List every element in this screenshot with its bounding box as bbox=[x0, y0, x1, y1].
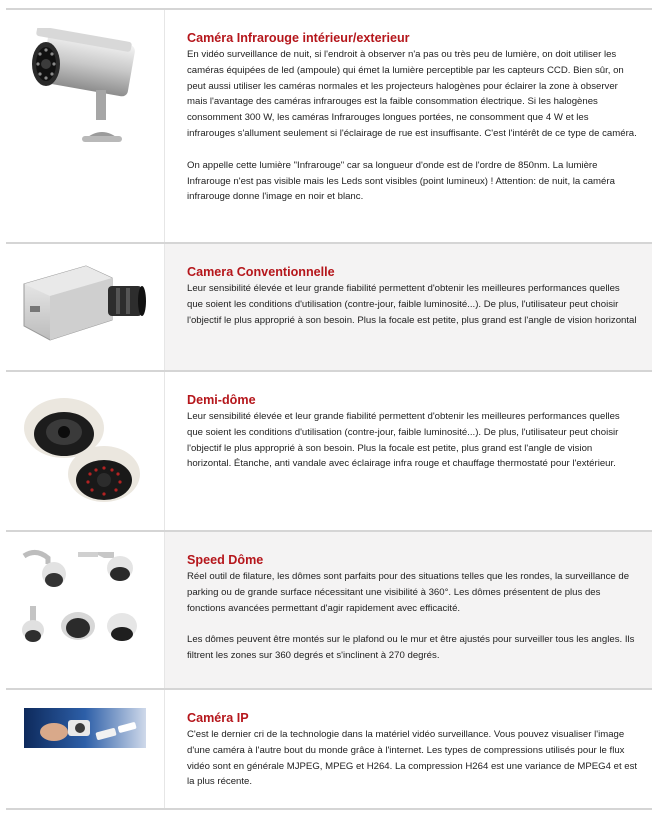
section-paragraph: En vidéo surveillance de nuit, si l'endroit à observer n'a pas ou très peu de lumière, on doit utiliser les caméras équipées de led (ampoule) qui émet la lumière perceptible par les capteurs CCD. Bien sûr, on peut aussi utiliser les caméras normales et les projecteurs halogènes pour éclairer la zone à observer mais l'avantage des caméras infrarouges est la faible consommation électrique. Si les halogènes consomment 300 W, les caméras Infrarouges longues portées, ne consomment que 4 W et les infrarouges s'allument seulement si l'éclairage de rue est insuffisante. C'est l'intérêt de ce type de caméra. bbox=[187, 49, 637, 139]
section-title: Demi-dôme bbox=[187, 393, 256, 407]
conventional-camera-image-cell bbox=[6, 244, 165, 370]
section-half-dome bbox=[6, 370, 652, 530]
section-title: Speed Dôme bbox=[187, 553, 264, 567]
section-title: Caméra Infrarouge intérieur/exterieur bbox=[187, 31, 410, 45]
section-body bbox=[187, 281, 638, 328]
section-paragraph: Les dômes peuvent être montés sur le plafond ou le mur et être ajustés pour surveiller tous les angles. Ils filtrent les zones sur 360 degrés et s'inclinent à 270 degrés. bbox=[187, 634, 635, 662]
box-camera-image bbox=[16, 254, 148, 346]
ip-camera-image bbox=[24, 708, 146, 748]
section-ip-camera bbox=[6, 688, 652, 810]
section-paragraph: C'est le dernier cri de la technologie dans la matériel vidéo surveillance. Vous pouvez visualiser l'image d'une caméra à l'autre bout du monde grâce à l'internet. Les types de compressions utilisés pour le flux vidéo sont en générale MJPEG, MPEG et H264. La compression H264 est une variance de MPEG4 et est la plus récente. bbox=[187, 729, 638, 788]
ip-camera-image-cell bbox=[6, 690, 165, 808]
section-paragraph: Réel outil de filature, les dômes sont parfaits pour des situations telles que les rondes, la surveillance de parking ou de grande surface nécessitant une visibilité à 360°. Les dômes présentent de plus des fonctions avancées permettant d'agir rapidement avec efficacité. bbox=[187, 571, 630, 614]
section-paragraph: Leur sensibilité élevée et leur grande fiabilité permettent d'obtenir les meilleures performances quelles que soient les conditions d'utilisation (contre-jour, faible luminosité...). De plus, l'utilisateur peut choisir l'objectif le plus approprié à son besoin. Plus la focale est petite, plus grand est l'angle de vision horizontal. Étanche, anti vandale avec éclairage infra rouge et chauffage thermostaté pour l'extérieur. bbox=[187, 411, 620, 470]
section-paragraph: On appelle cette lumière "Infrarouge" car sa longueur d'onde est de l'ordre de 850nm. La lumière Infrarouge n'est pas visible mais les Leds sont visibles (point lumineux) ! Attention: de nuit, la caméra infrarouge donne l'image en noir et blanc. bbox=[187, 159, 615, 203]
infrared-camera-image-cell bbox=[6, 10, 165, 242]
section-body bbox=[187, 727, 638, 790]
speed-dome-cameras-image bbox=[18, 544, 150, 662]
section-infrared-camera bbox=[6, 8, 652, 242]
half-dome-image-cell bbox=[6, 372, 165, 530]
ip-camera-text bbox=[165, 690, 652, 808]
section-paragraph: Leur sensibilité élevée et leur grande fiabilité permettent d'obtenir les meilleures performances quelles que soient les conditions d'utilisation (contre-jour, faible luminosité...). De plus, l'utilisateur peut choisir l'objectif le plus approprié à son besoin. Plus la focale est petite, plus grand est l'angle de vision horizontal bbox=[187, 283, 637, 326]
section-body bbox=[187, 569, 638, 664]
half-dome-text bbox=[165, 372, 652, 530]
section-title: Caméra IP bbox=[187, 711, 249, 725]
section-conventional-camera bbox=[6, 242, 652, 370]
conventional-camera-text bbox=[165, 244, 652, 370]
camera-catalog bbox=[6, 0, 652, 810]
infrared-bullet-camera-image bbox=[22, 28, 138, 146]
section-title: Camera Conventionnelle bbox=[187, 265, 335, 279]
section-speed-dome bbox=[6, 530, 652, 688]
half-dome-camera-image bbox=[20, 388, 144, 506]
section-body bbox=[187, 409, 638, 472]
speed-dome-image-cell bbox=[6, 532, 165, 688]
speed-dome-text bbox=[165, 532, 652, 688]
section-body bbox=[187, 47, 638, 205]
infrared-camera-text bbox=[165, 10, 652, 242]
